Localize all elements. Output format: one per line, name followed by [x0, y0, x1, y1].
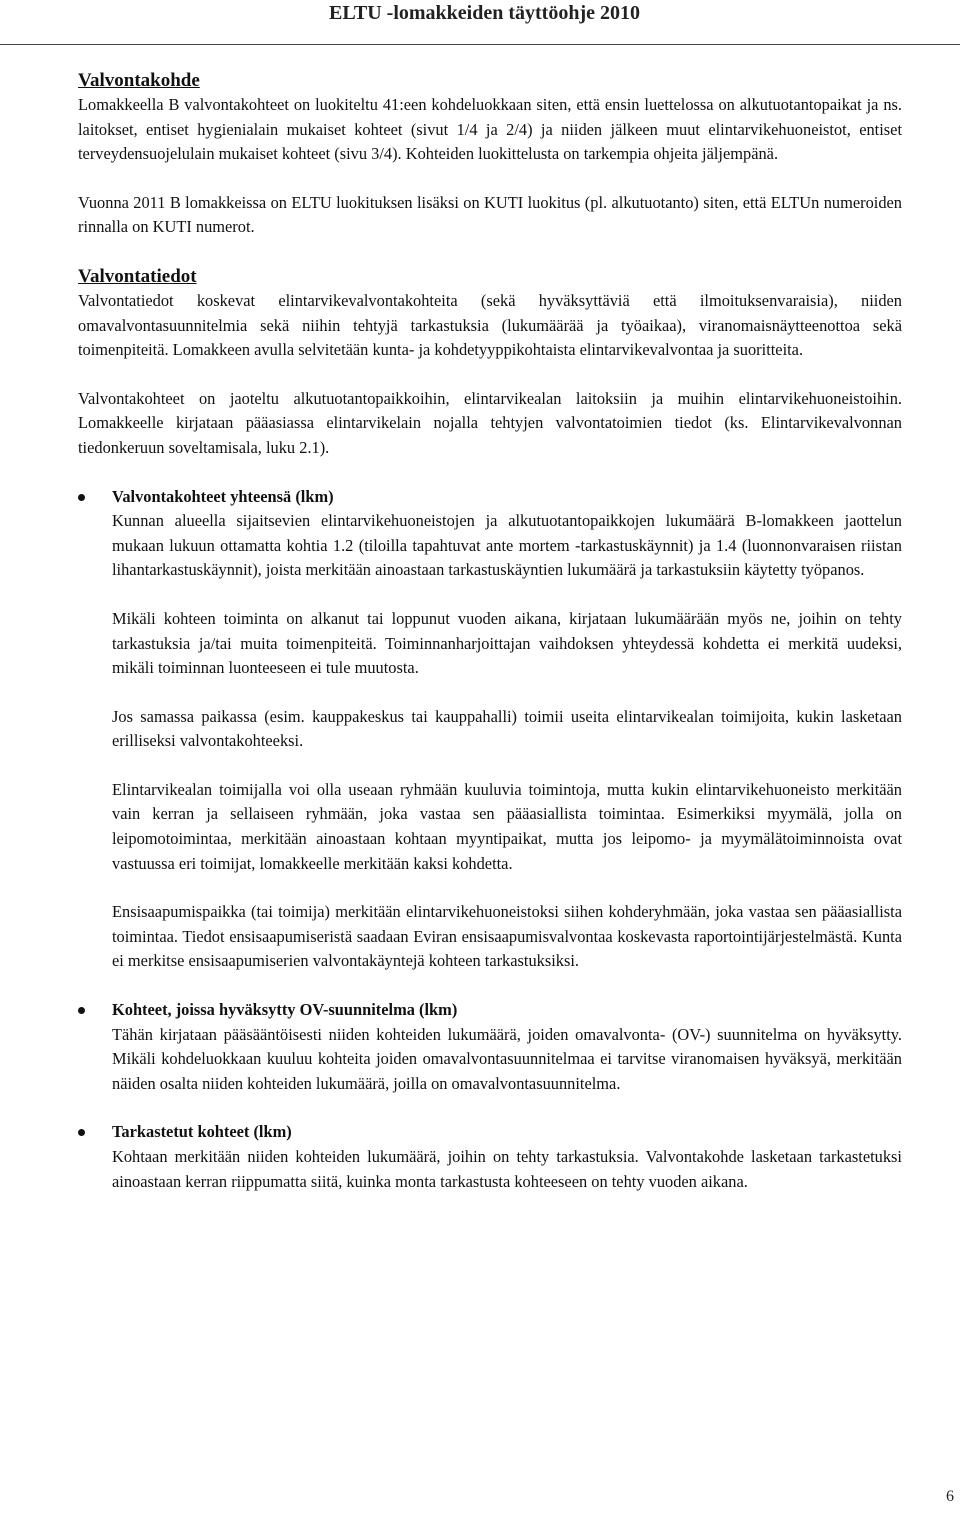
header-divider — [0, 44, 960, 45]
paragraph: Valvontakohteet on jaoteltu alkutuotantopaikkoihin, elintarvikealan laitoksiin ja muihin elintarvikehuoneistoihin. Lomakkeelle kirjataan pääasiassa elintarvikelain nojalla tehtyjen valvontatoimien tiedot (ks. Elintarvikevalvonnan tiedonkeruun soveltamisala, luku 2.1). — [78, 388, 902, 457]
paragraph: Valvontatiedot koskevat elintarvikevalvontakohteita (sekä hyväksyttäviä että ilmoituksenvaraisia), niiden omavalvontasuunnitelmia sekä niihin tehtyjä tarkastuksia (lukumäärää ja työaikaa), viranomaisnäytteenottoa sekä toimenpiteitä. Lomakkeen avulla selvitetään kunta- ja kohdetyyppikohtaista elintarvikevalvontaa ja suoritteita. — [78, 290, 902, 360]
paragraph: Kunnan alueella sijaitsevien elintarvikehuoneistojen ja alkutuotantopaikkojen lukumäärä B-lomakkeen jaottelun mukaan lukuun ottamatta kohtia 1.2 (tiloilla tapahtuvat ante mortem -tarkastuskäynnit) ja 1.4 (luonnonvaraisen riistan lihantarkastuskäynnit), joista merkitään ainoastaan tarkastuskäyntien lukumäärä ja tarkastuksiin käytetty työpanos. — [112, 511, 902, 580]
paragraph: Kohtaan merkitään niiden kohteiden lukumäärä, joihin on tehty tarkastuksia. Valvontakohde lasketaan tarkastetuksi ainoastaan kerran riippumatta siitä, kuinka monta tarkastusta kohteeseen on tehty vuoden aikana. — [112, 1147, 902, 1191]
paragraph: Tähän kirjataan pääsääntöisesti niiden kohteiden lukumäärä, joiden omavalvonta- (OV-) suunnitelma on hyväksytty. Mikäli kohdeluokkaan kuuluu kohteita joiden omavalvontasuunnitelmaa ei tarvitse viranomaisen hyväksyä, merkitään näiden osalta niiden kohteiden lukumäärä, joilla on omavalvontasuunnitelma. — [112, 1024, 902, 1093]
bullet-title: Valvontakohteet yhteensä (lkm) — [112, 486, 334, 506]
paragraph: Elintarvikealan toimijalla voi olla useaan ryhmään kuuluvia toimintoja, mutta kukin elintarvikehuoneisto merkitään vain kerran ja sellaiseen ryhmään, joka vastaa sen pääasiallista toimintaa. Esimerkiksi myymälä, jolla on leipomotoimintaa, merkitään ainoastaan kohtaan myyntipaikat, mutta jos leipomo- ja myymälätoiminnoista ovat vastuussa eri toimijat, lomakkeelle merkitään kaksi kohdetta. — [112, 779, 902, 873]
section-heading-valvontatiedot: Valvontatiedot — [78, 265, 197, 287]
page-number: 6 — [946, 1488, 954, 1505]
bullet-icon — [78, 494, 85, 501]
running-header-title: ELTU -lomakkeiden täyttöohje 2010 — [329, 2, 640, 24]
section-valvontatiedot — [78, 264, 902, 461]
paragraph: Vuonna 2011 B lomakkeissa on ELTU luokituksen lisäksi on KUTI luokitus (pl. alkutuotanto) siten, että ELTUn numeroiden rinnalla on KUTI numerot. — [78, 192, 902, 237]
bullet-item-tarkastetut — [78, 1120, 902, 1194]
bullet-item-ov-suunnitelma — [78, 998, 902, 1096]
bullet-icon — [78, 1129, 85, 1136]
paragraph: Jos samassa paikassa (esim. kauppakeskus tai kauppahalli) toimii useita elintarvikealan toimijoita, kukin lasketaan erilliseksi valvontakohteeksi. — [112, 706, 902, 751]
bullet-icon — [78, 1007, 85, 1014]
bullet-title: Tarkastetut kohteet (lkm) — [112, 1122, 292, 1142]
document-body — [78, 68, 902, 1218]
paragraph: Lomakkeella B valvontakohteet on luokiteltu 41:een kohdeluokkaan siten, että ensin luettelossa on alkutuotantopaikat ja ns. laitokset, entiset hygienialain mukaiset kohteet (sivut 1/4 ja 2/4) ja niiden jälkeen muut elintarvikehuoneistot, entiset terveydensuojelulain mukaiset kohteet (sivu 3/4). Kohteiden luokittelusta on tarkempia ohjeita jäljempänä. — [78, 95, 902, 164]
paragraph: Ensisaapumispaikka (tai toimija) merkitään elintarvikehuoneistoksi siihen kohderyhmään, joka vastaa sen pääasiallista toimintaa. Tiedot ensisaapumiseristä saadaan Eviran ensisaapumisvalvontaa koskevasta raportointijärjestelmästä. Kunta ei merkitse ensisaapumiserien valvontakäyntejä kohteen tarkastuksiksi. — [112, 902, 902, 971]
paragraph: Mikäli kohteen toiminta on alkanut tai loppunut vuoden aikana, kirjataan lukumäärään myös ne, joihin on tehty tarkastuksia ja/tai muita toimenpiteitä. Toiminnanharjoittajan vaihdoksen yhteydessä kohdetta ei merkitä uudeksi, mikäli toiminnan luonteeseen ei tule muutosta. — [112, 608, 902, 678]
section-valvontakohde — [78, 68, 902, 240]
bullet-title: Kohteet, joissa hyväksytty OV-suunnitelma (lkm) — [112, 1000, 458, 1020]
section-heading-valvontakohde: Valvontakohde — [78, 70, 200, 91]
bullet-item-valvontakohteet — [78, 485, 902, 975]
